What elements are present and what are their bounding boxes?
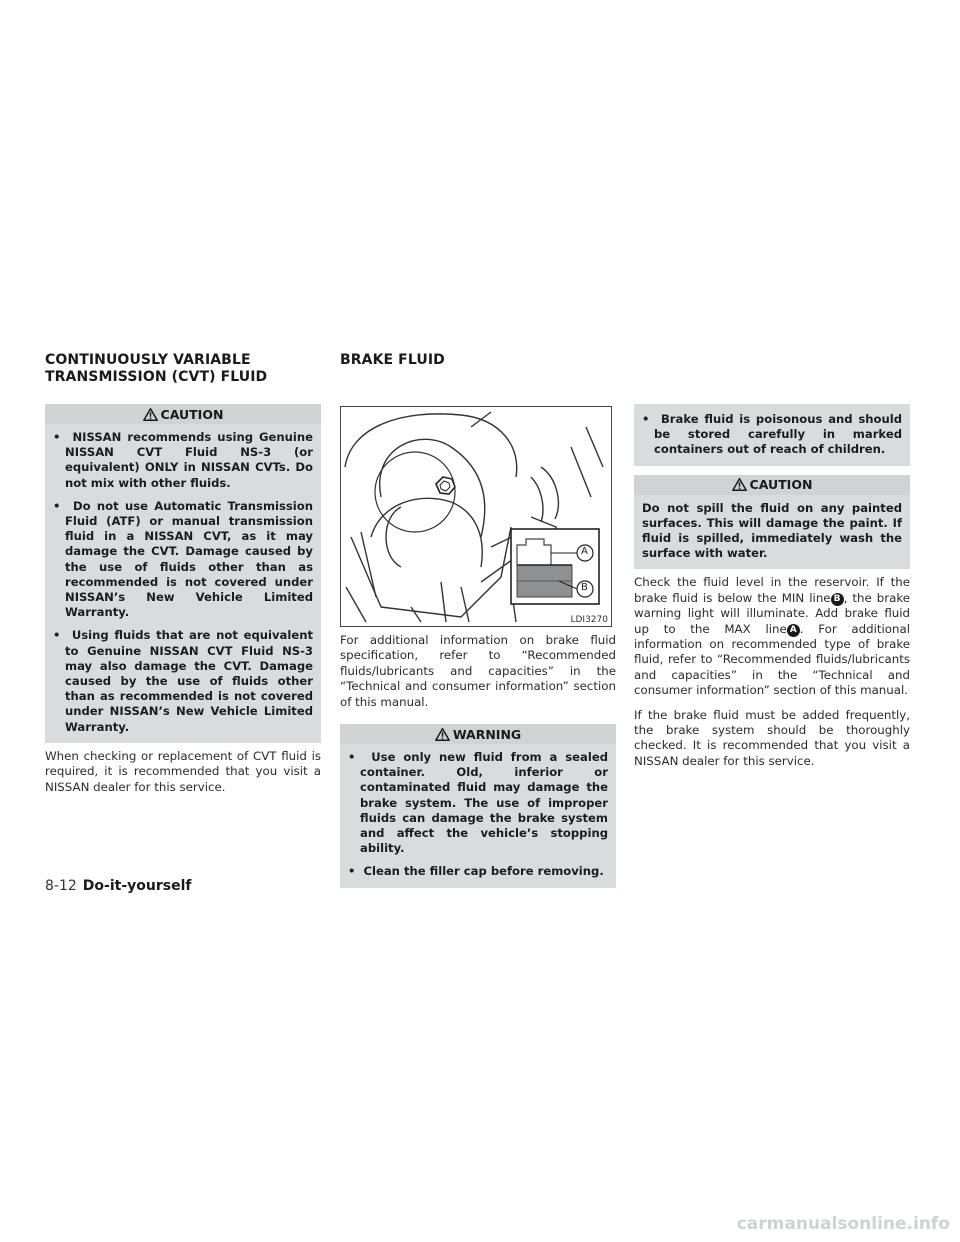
page-footer (45, 878, 191, 894)
callout-b-badge: B (831, 593, 844, 606)
brake-poison-box (634, 404, 910, 466)
cvt-caution-bullet: • Using fluids that are not equivalent to Genuine NISSAN CVT Fluid NS-3 may also damage the CVT. Damage caused by the use of fluids other than as recommended is not covered under NISSAN’s New Vehicle Limited Warranty. (53, 628, 314, 734)
brake-reservoir-figure (340, 406, 612, 627)
watermark: carmanualsonline.info (736, 1214, 950, 1234)
cvt-column (45, 404, 321, 795)
brake-caution-text: Do not spill the fluid on any painted surfaces. This will damage the paint. If fluid is spilled, immediately wash the surface with water. (642, 500, 902, 561)
figure-label-a: A (581, 546, 588, 557)
figure-label-b: B (581, 582, 588, 593)
brake-warning-bullet: • Use only new fluid from a sealed container. Old, inferior or contaminated fluid may damage the brake system. The use of improper fluids can damage the brake system and affect the vehicle’s stopping ability. (348, 750, 608, 856)
cvt-caution-header (45, 404, 321, 424)
brake-warning-bullet: • Clean the filler cap before removing. (348, 864, 604, 879)
figure-code: LDI3270 (570, 615, 608, 625)
brake-caution-header (634, 475, 910, 495)
cvt-caution-bullet: • Do not use Automatic Transmission Fluid (ATF) or manual transmission fluid in a NISSAN CVT, as it may damage the CVT. Damage caused by the use of fluids other than as recommended is not covered under NISSAN’s New Vehicle Limited Warranty. (53, 498, 313, 620)
cvt-caution-label: CAUTION (160, 406, 224, 422)
cvt-heading (45, 352, 267, 386)
cvt-heading-line2: TRANSMISSION (CVT) FLUID (45, 369, 268, 385)
brake-poison-bullet: • Brake fluid is poisonous and should be stored carefully in marked containers out of reach of children. (642, 412, 902, 457)
brake-warning-header (340, 724, 616, 744)
brake-warning-box (340, 724, 616, 888)
page-number: 8-12 (45, 878, 77, 894)
cvt-caution-bullet: • NISSAN recommends using Genuine NISSAN CVT Fluid NS-3 (or equivalent) ONLY in NISSAN CVTs. Do not mix with other fluids. (53, 430, 314, 490)
warning-icon (435, 728, 450, 741)
brake-level-paragraph: Check the fluid level in the reservoir. If the brake fluid is below the MIN line B , the brake warning light will illuminate. Add brake fluid up to the MAX line A . For additional information on recommended type of brake fluid, refer to “Recommended fluids/lubricants and capacities” in the “Technical and consumer information” section of this manual. (634, 575, 910, 698)
callout-a-badge: A (787, 624, 800, 637)
brake-frequent-paragraph: If the brake fluid must be added frequently, the brake system should be thoroughly checked. It is recommended that you visit a NISSAN dealer for this service. (634, 707, 910, 768)
brake-reservoir-illustration (341, 407, 611, 626)
brake-middle-column (340, 406, 616, 888)
cvt-service-paragraph: When checking or replacement of CVT fluid is required, it is recommended that you visit a NISSAN dealer for this service. (45, 748, 321, 794)
brake-caution-label: CAUTION (749, 477, 813, 493)
caution-icon (143, 408, 158, 421)
brake-right-column (634, 404, 910, 769)
brake-spec-paragraph: For additional information on brake fluid specification, refer to “Recommended fluids/lubricants and capacities” in the “Technical and consumer information” section of this manual. (340, 633, 616, 709)
cvt-caution-box (45, 404, 321, 743)
caution-icon (732, 478, 747, 491)
brake-caution-box (634, 475, 910, 570)
brake-heading: BRAKE FLUID (340, 352, 445, 368)
brake-warning-label: WARNING (452, 726, 522, 742)
section-name: Do-it-yourself (82, 878, 192, 894)
cvt-heading-line1: CONTINUOUSLY VARIABLE (45, 352, 251, 368)
